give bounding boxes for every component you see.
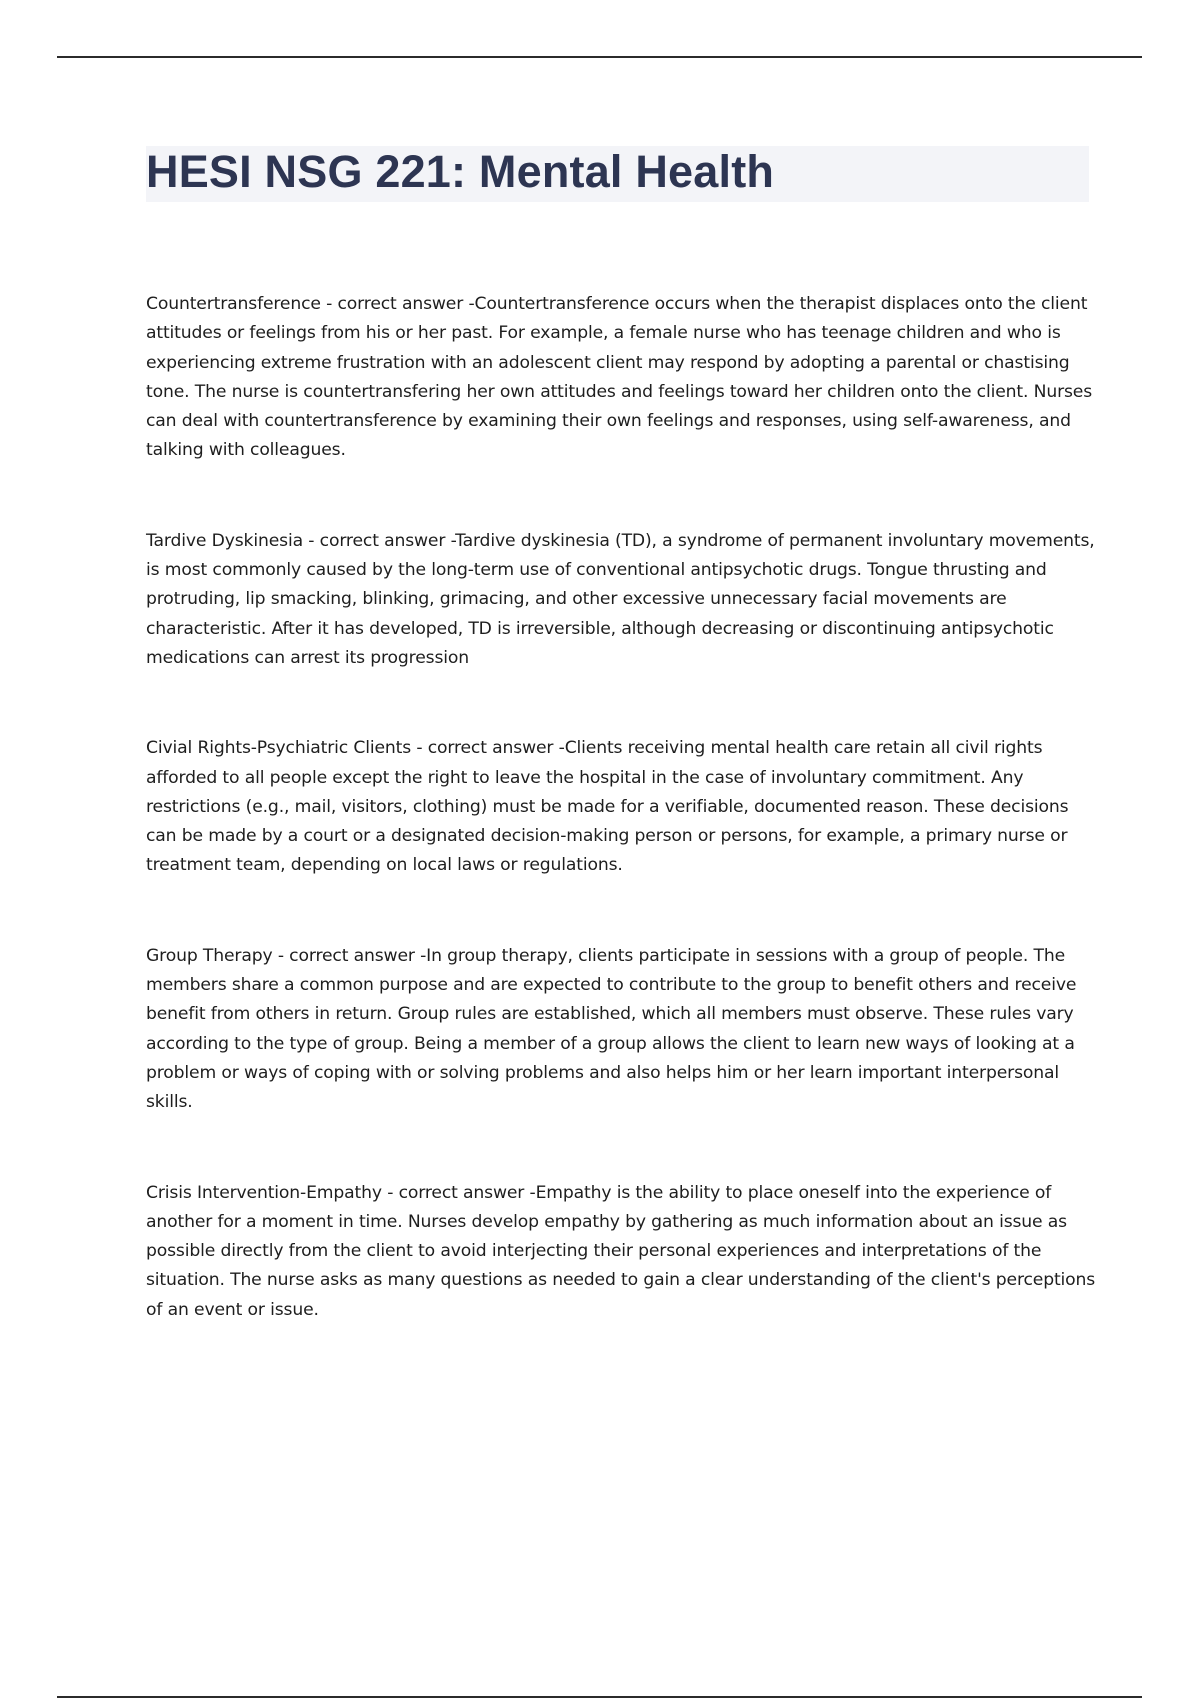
bottom-divider xyxy=(57,1696,1142,1698)
entry-term: Crisis Intervention-Empathy xyxy=(146,1182,382,1203)
document-title: HESI NSG 221: Mental Health xyxy=(146,146,775,197)
entry-separator: - correct answer - xyxy=(320,294,475,314)
entry-answer: Countertransference occurs when the therapist displaces onto the client attitudes or feelings from his or her past. For example, a female nurse who has teenage children and who is experiencing extreme frustration with an adolescent client may respond by adopting a parental or chastising tone. The nurse is countertransfering her own attitudes and feelings toward her children onto the client. Nurses can deal with countertransference by examining their own feelings and responses, using self-awareness, and talking with colleagues. xyxy=(146,294,1093,461)
flashcard-entry xyxy=(146,942,1096,1118)
entry-separator: - correct answer - xyxy=(381,1182,536,1203)
entry-term: Tardive Dyskinesia xyxy=(146,530,303,551)
flashcard-entry xyxy=(146,290,1096,466)
entry-answer: Clients receiving mental health care retain all civil rights afforded to all people except the right to leave the hospital in the case of involuntary commitment. Any restrictions (e.g., mail, visitors, clothing) must be made for a verifiable, documented reason. These decisions can be made by a court or a designated decision-making person or persons, for example, a primary nurse or treatment team, depending on local laws or regulations. xyxy=(146,738,1069,876)
entry-term: Civial Rights-Psychiatric Clients xyxy=(146,738,412,759)
entry-answer: Empathy is the ability to place oneself into the experience of another for a moment in time. Nurses develop empathy by gathering as much information about an issue as possible directly from the client to avoid interjecting their personal experiences and interpretations of the situation. The nurse asks as many questions as needed to gain a clear understanding of the client's perceptions of an event or issue. xyxy=(146,1182,1096,1320)
entry-term: Group Therapy xyxy=(146,945,273,966)
flashcard-entry xyxy=(146,527,1096,673)
entry-answer: Tardive dyskinesia (TD), a syndrome of permanent involuntary movements, is most commonly caused by the long-term use of conventional antipsychotic drugs. Tongue thrusting and protruding, lip smacking, blinking, grimacing, and other excessive unnecessary facial movements are characteristic. After it has developed, TD is irreversible, although decreasing or discontinuing antipsychotic medications can arrest its progression xyxy=(146,530,1095,668)
flashcard-entry xyxy=(146,734,1096,880)
flashcard-list xyxy=(146,290,1096,1386)
entry-answer: In group therapy, clients participate in sessions with a group of people. The members share a common purpose and are expected to contribute to the group to benefit others and receive benefit from others in return. Group rules are established, which all members must observe. These rules vary according to the type of group. Being a member of a group allows the client to learn new ways of looking at a problem or ways of coping with or solving problems and also helps him or her learn important interpersonal skills. xyxy=(146,945,1077,1113)
entry-separator: - correct answer - xyxy=(302,530,456,551)
top-divider xyxy=(57,56,1142,58)
flashcard-entry xyxy=(146,1179,1096,1325)
entry-separator: - correct answer - xyxy=(411,738,565,759)
entry-term: Countertransference xyxy=(146,294,321,314)
entry-separator: - correct answer - xyxy=(272,945,427,966)
